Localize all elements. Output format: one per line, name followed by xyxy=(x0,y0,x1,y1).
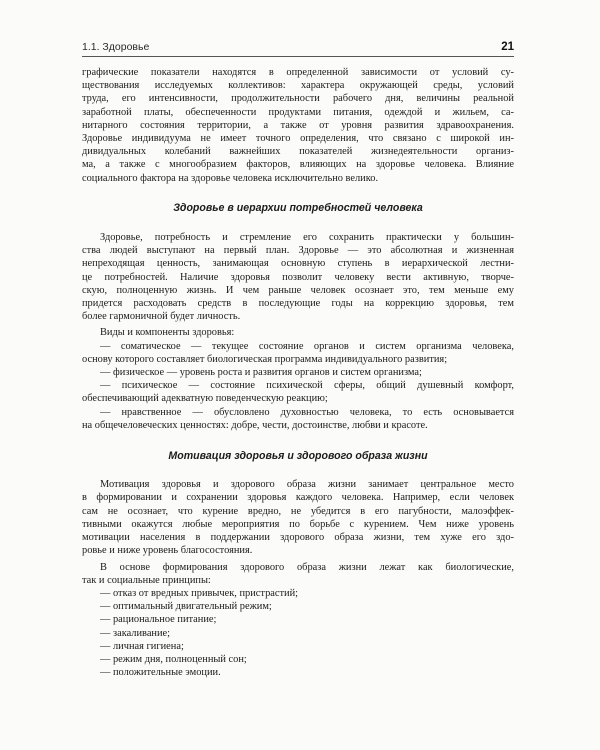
text-line: придется расходовать средств в последующие годы на коррекцию здоровья, тем xyxy=(82,298,514,310)
list-item: — положительные эмоции. xyxy=(100,667,221,679)
text-line: графические показатели находятся в определенной зависимости от условий су- xyxy=(82,67,514,78)
text-line: труда, его интенсивности, продолжительности рабочего дня, величины реальной xyxy=(82,93,514,105)
principles-list xyxy=(82,587,514,679)
text-line: ществования исследуемых коллективов: характера окружающей среды, условий xyxy=(82,80,514,92)
list-item-physical: — физическое — уровень роста и развития органов и систем организма; xyxy=(100,367,422,379)
components-intro: Виды и компоненты здоровья: xyxy=(100,327,235,339)
text-line: ровье и ниже уровень благосостояния. xyxy=(82,545,253,557)
text-line: — соматическое — текущее состояние органов и систем организма человека, xyxy=(100,340,514,352)
section-title: 1.1. Здоровье xyxy=(82,41,150,53)
text-line: более гармоничной будет личность. xyxy=(82,311,241,323)
page-body xyxy=(82,66,514,679)
principles-intro-paragraph xyxy=(82,561,514,587)
section-heading-motivation: Мотивация здоровья и здорового образа жизни xyxy=(168,450,428,463)
list-item: — оптимальный двигательный режим; xyxy=(100,601,272,613)
text-line: це потребностей. Наличие здоровья позволит человеку вести активную, творче- xyxy=(82,271,514,283)
text-line: Мотивация здоровья и здорового образа жизни занимает центральное место xyxy=(100,479,514,491)
running-header xyxy=(82,35,514,53)
header-rule xyxy=(82,56,514,57)
text-line: дивидуальных колебаний важнейших показателей жизнедеятельности организ- xyxy=(82,146,514,158)
text-line: основу которого составляет биологическая программа индивидуального развития; xyxy=(82,353,448,365)
list-item-psychic xyxy=(82,379,514,405)
text-line: нитарного состояния территории, а также от уровня развития здравоохранения. xyxy=(82,119,514,131)
list-item: — личная гигиена; xyxy=(100,640,184,652)
text-line: сам не осознает, что курение вредно, не убедится в его пагубности, малоэффек- xyxy=(82,505,514,517)
text-line: В основе формирования здорового образа жизни лежат как биологические, xyxy=(100,561,514,573)
text-line: ма, а также с многообразием факторов, влияющих на здоровье человека. Влияние xyxy=(82,159,514,171)
list-item: — закаливание; xyxy=(100,627,171,639)
list-item: — отказ от вредных привычек, пристрастий; xyxy=(100,587,299,599)
text-line: ства людей выступают на первый план. Здоровье — это абсолютная и жизненная xyxy=(82,245,514,257)
list-item: — рациональное питание; xyxy=(100,614,217,626)
text-line: так и социальные принципы: xyxy=(82,574,211,586)
list-item-moral xyxy=(82,406,514,432)
list-item: — режим дня, полноценный сон; xyxy=(100,653,247,665)
text-line: мотивации населения в поддержании здорового образа жизни, тем хуже его здо- xyxy=(82,532,514,544)
text-line: скую, полноценную жизнь. И чем раньше человек осознает это, тем меньше ему xyxy=(82,284,514,296)
text-line: — психическое — состояние психической сферы, общий душевный комфорт, xyxy=(100,380,514,392)
text-line: тивными окажутся любые мероприятия по борьбе с курением. Чем ниже уровень xyxy=(82,518,514,530)
text-line: — нравственное — обусловлено духовностью человека, то есть основывается xyxy=(100,406,514,418)
text-line: заработной платы, обеспеченности продуктами питания, одеждой и жильем, са- xyxy=(82,106,514,118)
page-number: 21 xyxy=(501,41,514,53)
motivation-paragraph xyxy=(82,478,514,557)
text-line: обеспечивающий адекватную поведенческую реакцию; xyxy=(82,393,328,405)
text-line: Здоровье индивидуума не имеет точного определения, что связано с широкой ин- xyxy=(82,133,514,145)
text-line: на общечеловеческих ценностях: добре, чести, достоинстве, любви и красоте. xyxy=(82,419,428,431)
text-line: непреходящая ценность, занимающая основную ступень в иерархической лестни- xyxy=(82,258,514,270)
list-item-somatic xyxy=(82,340,514,366)
text-line: в формировании и сохранении здоровья каждого человека. Например, если человек xyxy=(82,492,514,504)
section-heading-health-hierarchy: Здоровье в иерархии потребностей человека xyxy=(173,201,423,214)
intro-paragraph xyxy=(82,66,514,185)
text-line: Здоровье, потребность и стремление его сохранить практически у большин- xyxy=(100,232,514,244)
text-line: социального фактора на здоровье человека исключительно велико. xyxy=(82,172,379,184)
health-hierarchy-paragraph xyxy=(82,231,514,323)
